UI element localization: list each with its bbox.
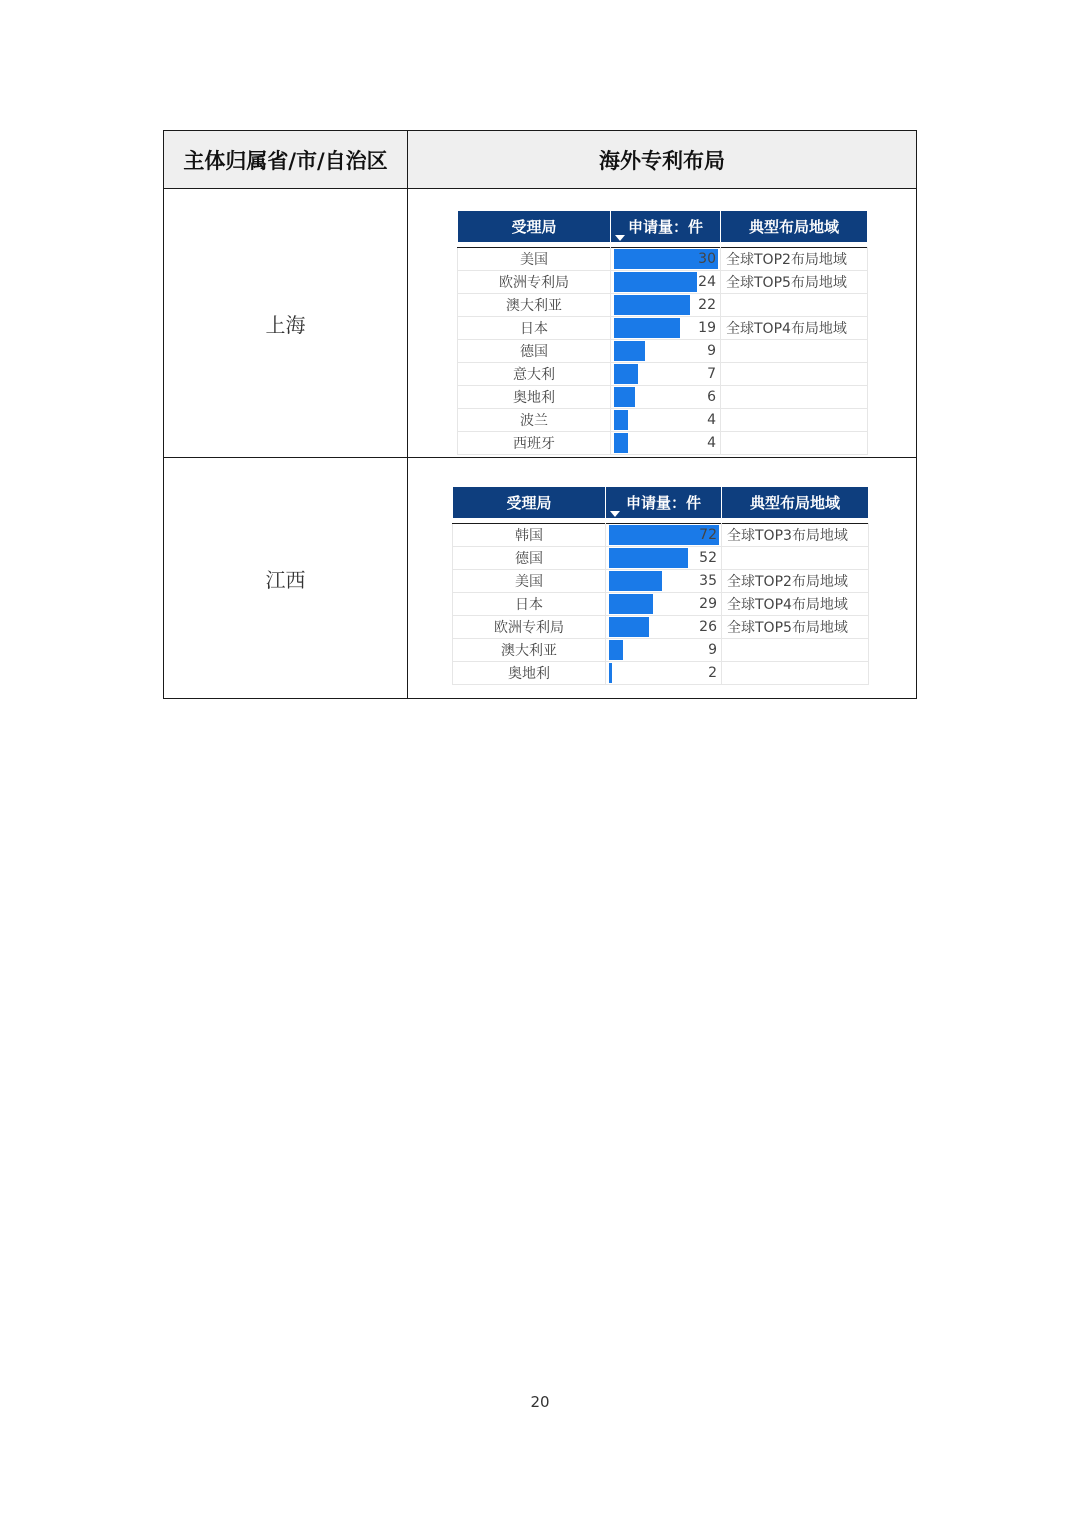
table-row bbox=[458, 363, 868, 386]
office-name: 德国 bbox=[453, 547, 606, 570]
mini-header-office: 受理局 bbox=[458, 211, 611, 243]
count-value: 4 bbox=[707, 435, 716, 451]
office-name: 美国 bbox=[458, 248, 611, 271]
count-value: 24 bbox=[698, 274, 716, 290]
mini-header-row bbox=[453, 487, 869, 519]
table-row bbox=[458, 386, 868, 409]
region-label bbox=[721, 386, 868, 409]
mini-header-office: 受理局 bbox=[453, 487, 606, 519]
table-row bbox=[453, 524, 869, 547]
table-row bbox=[458, 248, 868, 271]
region-label bbox=[722, 662, 869, 685]
count-bar bbox=[609, 663, 612, 683]
count-value: 6 bbox=[707, 389, 716, 405]
mini-body bbox=[453, 519, 869, 685]
sort-desc-icon[interactable] bbox=[610, 511, 620, 517]
region-label: 全球TOP2布局地域 bbox=[722, 570, 869, 593]
mini-table-shanghai bbox=[457, 210, 868, 455]
count-bar bbox=[609, 571, 662, 591]
table-header-row bbox=[164, 131, 917, 189]
table-row bbox=[458, 294, 868, 317]
count-value: 9 bbox=[708, 642, 717, 658]
count-cell bbox=[611, 386, 721, 409]
office-name: 德国 bbox=[458, 340, 611, 363]
count-bar bbox=[614, 433, 628, 453]
count-cell bbox=[611, 340, 721, 363]
office-name: 意大利 bbox=[458, 363, 611, 386]
table-row bbox=[458, 340, 868, 363]
mini-header-region: 典型布局地域 bbox=[721, 211, 868, 243]
region-label: 全球TOP3布局地域 bbox=[722, 524, 869, 547]
count-cell bbox=[606, 616, 722, 639]
count-value: 9 bbox=[707, 343, 716, 359]
region-label: 全球TOP4布局地域 bbox=[721, 317, 868, 340]
table-row bbox=[453, 593, 869, 616]
region-label: 全球TOP2布局地域 bbox=[721, 248, 868, 271]
table-row bbox=[453, 662, 869, 685]
region-label bbox=[721, 363, 868, 386]
count-value: 19 bbox=[698, 320, 716, 336]
region-label bbox=[721, 432, 868, 455]
count-value: 29 bbox=[699, 596, 717, 612]
count-bar bbox=[609, 617, 649, 637]
header-province: 主体归属省/市/自治区 bbox=[164, 131, 408, 189]
count-bar bbox=[614, 295, 690, 315]
mini-header-count-label: 申请量：件 bbox=[627, 218, 703, 236]
office-name: 日本 bbox=[453, 593, 606, 616]
province-cell: 上海 bbox=[164, 189, 408, 458]
count-bar bbox=[609, 548, 688, 568]
office-name: 欧洲专利局 bbox=[458, 271, 611, 294]
mini-header-count bbox=[606, 487, 722, 519]
chart-cell bbox=[408, 189, 917, 458]
count-value: 2 bbox=[708, 665, 717, 681]
count-cell bbox=[611, 409, 721, 432]
count-cell bbox=[611, 317, 721, 340]
chart-cell bbox=[408, 458, 917, 699]
region-label: 全球TOP5布局地域 bbox=[721, 271, 868, 294]
mini-header-count-label: 申请量：件 bbox=[625, 494, 701, 512]
table-row bbox=[458, 409, 868, 432]
office-name: 奥地利 bbox=[458, 386, 611, 409]
office-name: 奥地利 bbox=[453, 662, 606, 685]
count-cell bbox=[611, 294, 721, 317]
region-label bbox=[721, 409, 868, 432]
mini-body bbox=[458, 243, 868, 455]
mini-header-region: 典型布局地域 bbox=[722, 487, 869, 519]
office-name: 欧洲专利局 bbox=[453, 616, 606, 639]
count-cell bbox=[606, 547, 722, 570]
region-label bbox=[721, 340, 868, 363]
office-name: 澳大利亚 bbox=[453, 639, 606, 662]
region-label bbox=[722, 639, 869, 662]
count-value: 52 bbox=[699, 550, 717, 566]
table-row-shanghai bbox=[164, 189, 917, 458]
count-value: 7 bbox=[707, 366, 716, 382]
count-value: 30 bbox=[698, 251, 716, 267]
table-row bbox=[458, 317, 868, 340]
jiangxi-chart bbox=[408, 458, 916, 697]
table-row bbox=[458, 271, 868, 294]
province-cell: 江西 bbox=[164, 458, 408, 699]
count-bar bbox=[614, 364, 638, 384]
count-bar bbox=[614, 387, 635, 407]
count-cell bbox=[606, 524, 722, 547]
count-value: 4 bbox=[707, 412, 716, 428]
region-label bbox=[722, 547, 869, 570]
count-cell bbox=[606, 570, 722, 593]
mini-header-row bbox=[458, 211, 868, 243]
page-number: 20 bbox=[530, 1393, 550, 1411]
table-row bbox=[453, 639, 869, 662]
office-name: 西班牙 bbox=[458, 432, 611, 455]
count-cell bbox=[611, 271, 721, 294]
table-row-jiangxi bbox=[164, 458, 917, 699]
region-label bbox=[721, 294, 868, 317]
count-value: 35 bbox=[699, 573, 717, 589]
table-row bbox=[458, 432, 868, 455]
office-name: 美国 bbox=[453, 570, 606, 593]
count-bar bbox=[614, 272, 697, 292]
office-name: 澳大利亚 bbox=[458, 294, 611, 317]
table-row bbox=[453, 547, 869, 570]
count-value: 22 bbox=[698, 297, 716, 313]
mini-table-jiangxi bbox=[452, 486, 869, 685]
table-row bbox=[453, 616, 869, 639]
sort-desc-icon[interactable] bbox=[615, 235, 625, 241]
table-row bbox=[453, 570, 869, 593]
count-cell bbox=[611, 363, 721, 386]
office-name: 韩国 bbox=[453, 524, 606, 547]
office-name: 日本 bbox=[458, 317, 611, 340]
count-cell bbox=[606, 593, 722, 616]
header-overseas-layout: 海外专利布局 bbox=[408, 131, 917, 189]
region-label: 全球TOP5布局地域 bbox=[722, 616, 869, 639]
region-label: 全球TOP4布局地域 bbox=[722, 593, 869, 616]
office-name: 波兰 bbox=[458, 409, 611, 432]
count-bar bbox=[614, 341, 645, 361]
count-cell bbox=[606, 639, 722, 662]
count-cell bbox=[606, 662, 722, 685]
count-cell bbox=[611, 432, 721, 455]
count-bar bbox=[609, 640, 623, 660]
count-value: 72 bbox=[699, 527, 717, 543]
shanghai-chart bbox=[408, 189, 916, 456]
mini-header-count bbox=[611, 211, 721, 243]
patent-layout-table bbox=[163, 130, 917, 699]
count-cell bbox=[611, 248, 721, 271]
count-value: 26 bbox=[699, 619, 717, 635]
count-bar bbox=[614, 410, 628, 430]
count-bar bbox=[614, 318, 680, 338]
count-bar bbox=[609, 594, 653, 614]
